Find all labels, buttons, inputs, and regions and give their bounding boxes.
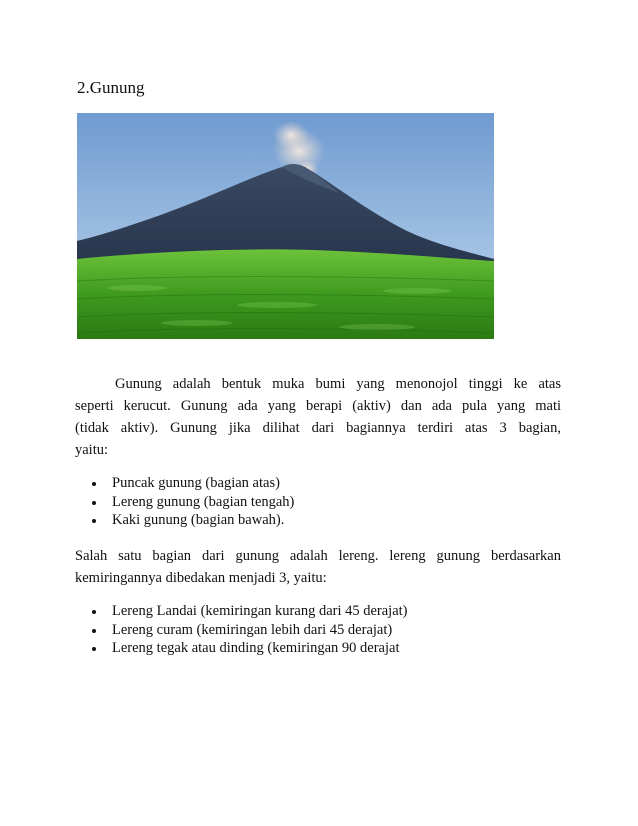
- paragraph-line: Salah satu bagian dari gunung adalah lereng. lereng gunung berdasarkan: [75, 548, 561, 564]
- bullet-icon: [92, 647, 96, 651]
- paragraph-intro: [75, 373, 561, 461]
- list-item: Lereng curam (kemiringan lebih dari 45 derajat): [92, 621, 408, 640]
- section-heading: 2.Gunung: [77, 78, 145, 97]
- paragraph-line: kemiringannya dibedakan menjadi 3, yaitu:: [75, 570, 327, 586]
- list-item: Lereng tegak atau dinding (kemiringan 90 derajat: [92, 639, 408, 658]
- paragraph-line: Gunung adalah bentuk muka bumi yang menonojol tinggi ke atas: [115, 376, 561, 392]
- paragraph-slope: [75, 545, 561, 589]
- list-item: Lereng Landai (kemiringan kurang dari 45 derajat): [92, 602, 408, 621]
- paragraph-line: seperti kerucut. Gunung ada yang berapi (aktiv) dan ada pula yang mati: [75, 398, 561, 414]
- bullet-icon: [92, 482, 96, 486]
- bullet-icon: [92, 629, 96, 633]
- paragraph-line: yaitu:: [75, 442, 109, 458]
- list-item: Puncak gunung (bagian atas): [92, 474, 294, 493]
- mountain-photo: [77, 113, 494, 339]
- slope-types-list: [92, 602, 408, 658]
- bullet-icon: [92, 519, 96, 523]
- list-item: Kaki gunung (bagian bawah).: [92, 511, 294, 530]
- bullet-icon: [92, 501, 96, 505]
- bullet-icon: [92, 610, 96, 614]
- paragraph-line: (tidak aktiv). Gunung jika dilihat dari bagiannya terdiri atas 3 bagian,: [75, 420, 561, 436]
- mountain-parts-list: [92, 474, 294, 530]
- list-item: Lereng gunung (bagian tengah): [92, 493, 294, 512]
